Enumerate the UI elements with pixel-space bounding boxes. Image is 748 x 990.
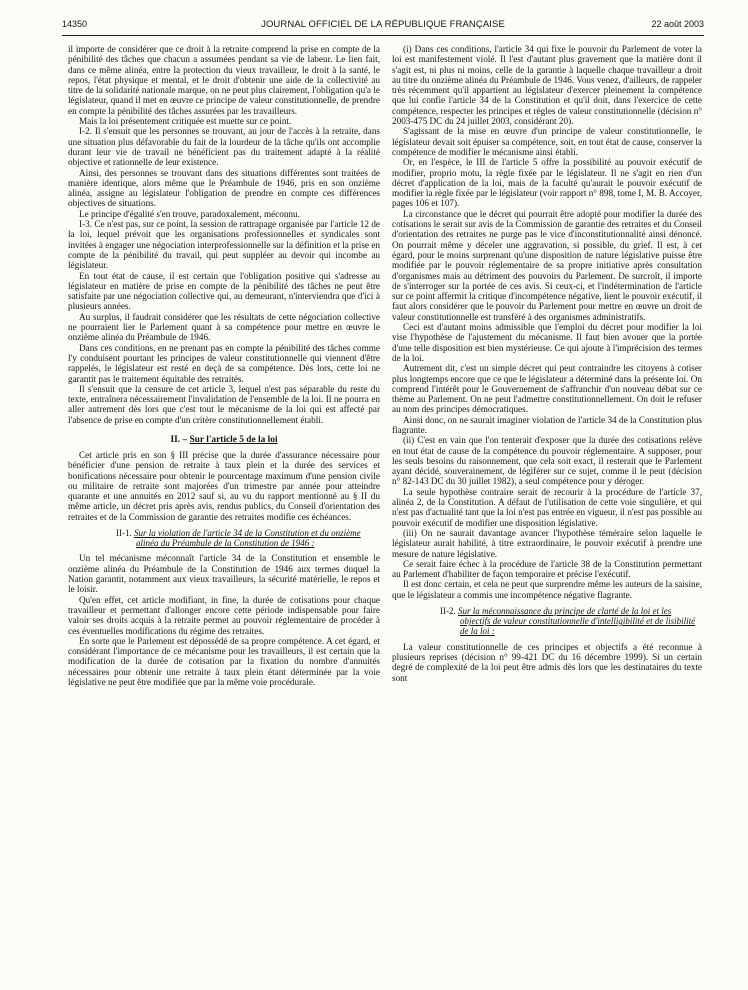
paragraph: Il s'ensuit que la censure de cet article 3, lequel n'est pas séparable du reste du texte, entraînera nécessairement l'invalidation de l'ensemble de la loi. Il ne pourra en aller autrement dès lors que c'est tout le mécanisme de la loi qui est affecté par l'absence de prise en compte d'un critère constitutionnellement établi. (68, 383, 380, 425)
paragraph: Un tel mécanisme méconnaît l'article 34 de la Constitution et ensemble le onzième alinéa du Préambule de la Constitution de 1946 aux termes duquel la Nation garantit, notamment aux vieux travailleurs, la sécurité matérielle, le repos et le loisir. (68, 553, 380, 595)
paragraph: Mais la loi présentement critiquée est muette sur ce point. (79, 116, 292, 127)
paragraph: I-2. Il s'ensuit que les personnes se trouvant, au jour de l'accès à la retraite, dans une situation plus défavorable du fait de la lourdeur de la tâche qu'ils ont accomplie durant leur vie de travail ne bénéficient pas du traitement adapté à la réalité objective et rationnelle de leur existence. (68, 126, 380, 168)
paragraph: Qu'en effet, cet article modifiant, in fine, la durée de cotisations pour chaque travailleur et permettant d'allonger encore cette période indispensable pour faire valoir ses droits acquis à la retraite permet au pouvoir réglementaire de procéder à ces éventuelles modifications du régime des retraites. (68, 594, 380, 636)
paragraph: En sorte que le Parlement est dépossédé de sa propre compétence. A cet égard, et considérant l'importance de ce mécanisme pour les travailleurs, il est certain que la modification de la durée de cotisation par la fixation du nombre d'annuités nécessaires pour obtenir une retraite à taux plein étant déterminée par la voie législative ne peut être modifiée que par la même voie procédurale. (68, 635, 380, 688)
paragraph: En tout état de cause, il est certain que l'obligation positive qui s'adresse au législateur en matière de prise en compte de la pénibilité des tâches ne peut être satisfaite par une négociation collective qui, au demeurant, n'interviendra que d'ici à plusieurs années. (68, 270, 380, 312)
paragraph: La circonstance que le décret qui pourrait être adopté pour modifier la durée des cotisations le serait sur avis de la Commission de garantie des retraites et du Conseil d'orientation des retraites ne purge pas le vice d'inconstitutionnalité ainsi dénoncé. On pourrait même y déceler une aggravation, si possible, du grief. Il est, à cet égard, pour le moins surprenant qu'une disposition de nature législative puisse être modifiée par le pouvoir réglementaire de sa propre initiative après consultation d'organismes mais au détriment des pouvoirs du Parlement. De surcroît, il importe de s'interroger sur la portée de ces avis. Si ceux-ci, et l'indétermination de l'article sur ce point affermit la critique d'incompétence négative, lient le pouvoir exécutif, il faut alors considérer que le pouvoir du Parlement pour mettre en œuvre un droit de valeur constitutionnelle est transféré à des organismes administratifs. (392, 208, 702, 322)
section-heading-prefix: II. – (170, 434, 190, 445)
paragraph: il importe de considérer que ce droit à la retraite comprend la prise en compte de la pénibilité des tâches que chacun a assumées pendant sa vie de labeur. Le lien fait, dans ce même alinéa, entre la protection du vieux travailleur, le droit à la santé, le repos, l'état physique et mental, et le droit d'obtenir une aide de la collectivité au titre de la solidarité nationale marque, on ne peut plus clairement, l'obligation qu'a le législateur, quand il met en œuvre ce principe de valeur constitutionnelle, de prendre en compte la pénibilité des tâches assurées par les travailleurs. (68, 44, 380, 116)
paragraph: Ce serait faire échec à la procédure de l'article 38 de la Constitution permettant au Parlement d'habiliter de façon temporaire et précise l'exécutif. (392, 558, 702, 580)
paragraph: Ceci est d'autant moins admissible que l'emploi du décret pour modifier la loi vise l'hypothèse de l'ajustement du mécanisme. Il faut bien avouer que la portée d'une telle disposition est bien mystérieuse. Ce qui ajoute à l'imprécision des termes de la loi. (392, 322, 702, 363)
paragraph: La seule hypothèse contraire serait de recourir à la procédure de l'article 37, alinéa 2, de la Constitution. A défaut de l'utilisation de cette voie singulière, et qui n'est pas d'actualité tant que la loi n'est pas entrée en vigueur, il n'est pas possible au pouvoir exécutif de modifier une disposition législative. (392, 486, 702, 528)
paragraph: Ainsi donc, on ne saurait imaginer violation de l'article 34 de la Constitution plus flagrante. (392, 414, 702, 435)
subheading-number: II-1. (116, 528, 134, 539)
paragraph: Ainsi, des personnes se trouvant dans des situations différentes sont traitées de manière identique, alors même que le Préambule de 1946, pris en son onzième alinéa, assigne au législateur l'obligation de prendre en compte ces différences objectives de situations. (68, 167, 380, 209)
paragraph: Cet article pris en son § III précise que la durée d'assurance nécessaire pour bénéficier d'une pension de retraite à taux plein et la durée des services et bonifications nécessaire pour obtenir le pourcentage maximum d'une pension civile ou militaire de retraite sont majorées d'un trimestre par année pour atteindre quarante et une annuités en 2012 sauf si, au vu du rapport mentionné au § II du même article, un décret pris après avis, rendus publics, du Conseil d'orientation des retraites et de la Commission de garantie des retraites modifie ces échéances. (68, 449, 380, 522)
paragraph: (ii) C'est en vain que l'on tenterait d'exposer que la durée des cotisations relève en tout état de cause de la compétence du pouvoir réglementaire. A supposer, pour les seuls besoins du raisonnement, que cela soit exact, il resterait que le Parlement ayant décidé, souverainement, de légiférer sur ce sujet, comme il le peut (décision n° 82-143 DC du 30 juillet 1982), a seul compétence pour y déroger. (392, 435, 702, 487)
paragraph: (i) Dans ces conditions, l'article 34 qui fixe le pouvoir du Parlement de voter la loi est manifestement violé. Il l'est d'autant plus gravement que la matière dont il s'agit est, ni plus ni moins, celle de la garantie à laquelle chaque travailleur a droit au titre du onzième alinéa du Préambule de 1946. Vous venez, d'ailleurs, de rappeler très récemment qu'il appartient au législateur d'exercer pleinement la compétence que lui confie l'article 34 de la Constitution et qu'il doit, dans l'exercice de cette compétence, respecter les principes et règles de valeur constitutionnelle (décision n° 2003-475 DC du 24 juillet 2003, considérant 20). (392, 44, 702, 127)
subheading-title: Sur la méconnaissance du principe de clarté de la loi et les objectifs de valeur constitutionnelle d'intelligibilité et de lisibilité de la loi : (458, 606, 696, 637)
left-column (68, 44, 380, 980)
right-column (392, 44, 702, 980)
paragraph: La valeur constitutionnelle de ces principes et objectifs a été reconnue à plusieurs reprises (décision n° 99-421 DC du 16 décembre 1999). Si un certain degré de complexité de la loi peut être admis dès lors que les destinataires du texte sont (392, 641, 702, 683)
subheading-number: II-2. (440, 606, 458, 617)
paragraph: Dans ces conditions, en ne prenant pas en compte la pénibilité des tâches comme l'y conduisent pourtant les principes de valeur constitutionnelle qui viennent d'être rappelés, le législateur est resté en deçà de sa compétence. Dès lors, cette loi ne garantit pas le traitement équitable des retraités. (68, 342, 380, 384)
subheading-title: Sur la violation de l'article 34 de la Constitution et du onzième alinéa du Préambule de la Constitution de 1946 : (134, 528, 361, 549)
paragraph: (iii) On ne saurait davantage avancer l'hypothèse téméraire selon laquelle le législateur aurait habilité, à titre extraordinaire, le pouvoir exécutif à prendre une mesure de nature législative. (392, 527, 702, 559)
page-number: 14350 (62, 19, 88, 29)
paragraph: Au surplus, il faudrait considérer que les résultats de cette négociation collective ne pourraient lier le Parlement quant à sa compétence pour mettre en œuvre le onzième alinéa du Préambule de 1946. (68, 311, 380, 343)
paragraph: I-3. Ce n'est pas, sur ce point, la session de rattrapage organisée par l'article 12 de la loi, lequel prévoit que les organisations professionnelles et syndicales sont invitées à engager une négociation interprofessionnelle sur la définition et la prise en compte de la pénibilité du travail, qui peut suppléer au devoir qui incombe au législateur. (68, 219, 380, 271)
section-heading (68, 435, 380, 445)
page-header (62, 13, 704, 36)
publication-date: 22 août 2003 (651, 19, 704, 29)
section-heading-title: Sur l'article 5 de la loi (189, 434, 278, 445)
paragraph: S'agissant de la mise en œuvre d'un principe de valeur constitutionnelle, le législateur devait soit épuiser sa compétence, soit, en tout état de cause, conserver la compétence de modifier le mécanisme ainsi établi. (392, 126, 702, 157)
paragraph: Autrement dit, c'est un simple décret qui peut contraindre les citoyens à cotiser plus longtemps encore que ce que le législateur a déterminé dans la présente loi. On comprend l'intérêt pour le Gouvernement de s'affranchir d'un nouveau débat sur ce thème au Parlement. On ne peut l'admettre constitutionnellement. On doit le refuser au nom des principes démocratiques. (392, 363, 702, 415)
journal-title: JOURNAL OFFICIEL DE LA RÉPUBLIQUE FRANÇAISE (261, 19, 505, 30)
subheading (392, 606, 702, 637)
subheading (68, 528, 380, 548)
paragraph: Le principe d'égalité s'en trouve, paradoxalement, méconnu. (79, 208, 300, 219)
paragraph: Il est donc certain, et cela ne peut que surprendre même les auteurs de la saisine, que le législateur a commis une incompétence négative flagrante. (392, 579, 702, 600)
paragraph: Or, en l'espèce, le III de l'article 5 offre la possibilité au pouvoir exécutif de modifier, proprio motu, la règle fixée par le législateur. Il ne s'agit en rien d'un décret d'application de la loi, mais de la faculté qu'aurait le pouvoir exécutif de modifier la règle fixée par le législateur (voir rapport n° 898, tome I, M. B. Accoyer, pages 106 et 107). (392, 157, 702, 209)
